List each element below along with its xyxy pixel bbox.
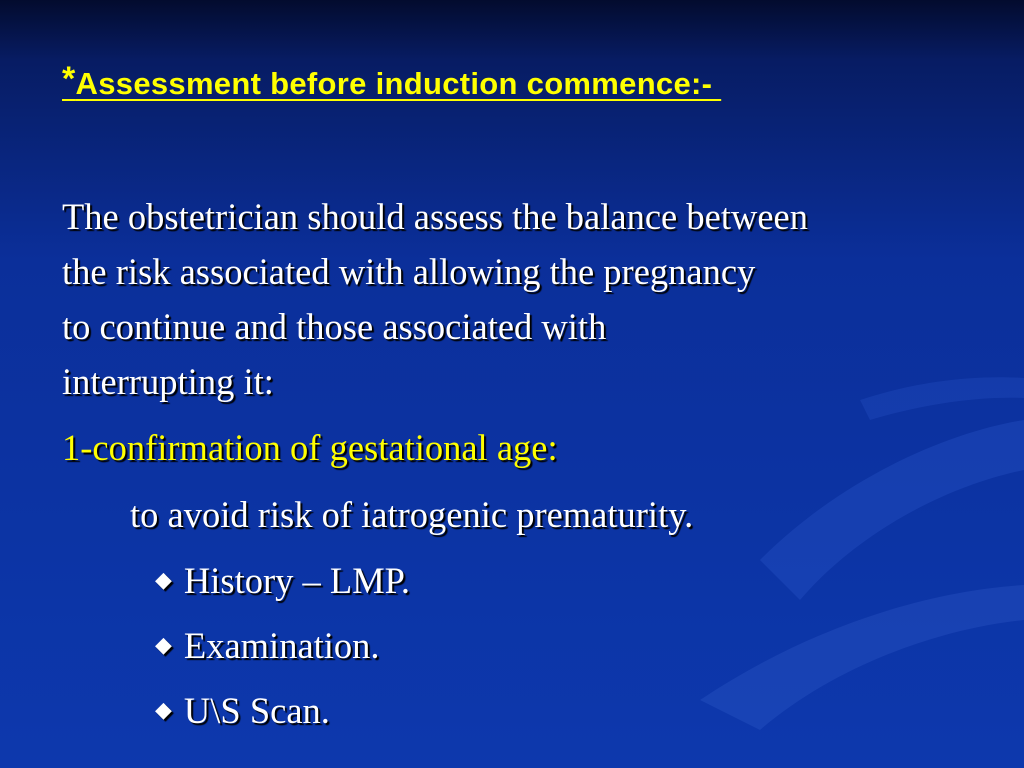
paragraph-line: the risk associated with allowing the pregnancy — [62, 251, 756, 292]
paragraph-line: interrupting it: — [62, 361, 274, 402]
slide-title — [62, 60, 721, 102]
diamond-bullet-icon: ◆ — [155, 567, 172, 592]
bullet-text: History – LMP. — [183, 560, 411, 601]
title-text: Assessment before induction commence:- — [75, 66, 722, 101]
paragraph-line: The obstetrician should assess the balance between — [62, 196, 808, 237]
point-heading: 1-confirmation of gestational age: — [62, 427, 558, 468]
diamond-bullet-icon: ◆ — [155, 632, 172, 657]
bullet-text: U\S Scan. — [183, 690, 330, 731]
bullet-item — [155, 617, 380, 673]
paragraph-line: to continue and those associated with — [62, 306, 607, 347]
title-asterisk: * — [62, 60, 76, 98]
bullet-item — [155, 682, 330, 738]
intro-paragraph — [62, 189, 808, 409]
point-subtext: to avoid risk of iatrogenic prematurity. — [130, 494, 694, 535]
bullet-text: Examination. — [183, 625, 380, 666]
bullet-item — [155, 552, 410, 608]
diamond-bullet-icon: ◆ — [155, 697, 172, 722]
